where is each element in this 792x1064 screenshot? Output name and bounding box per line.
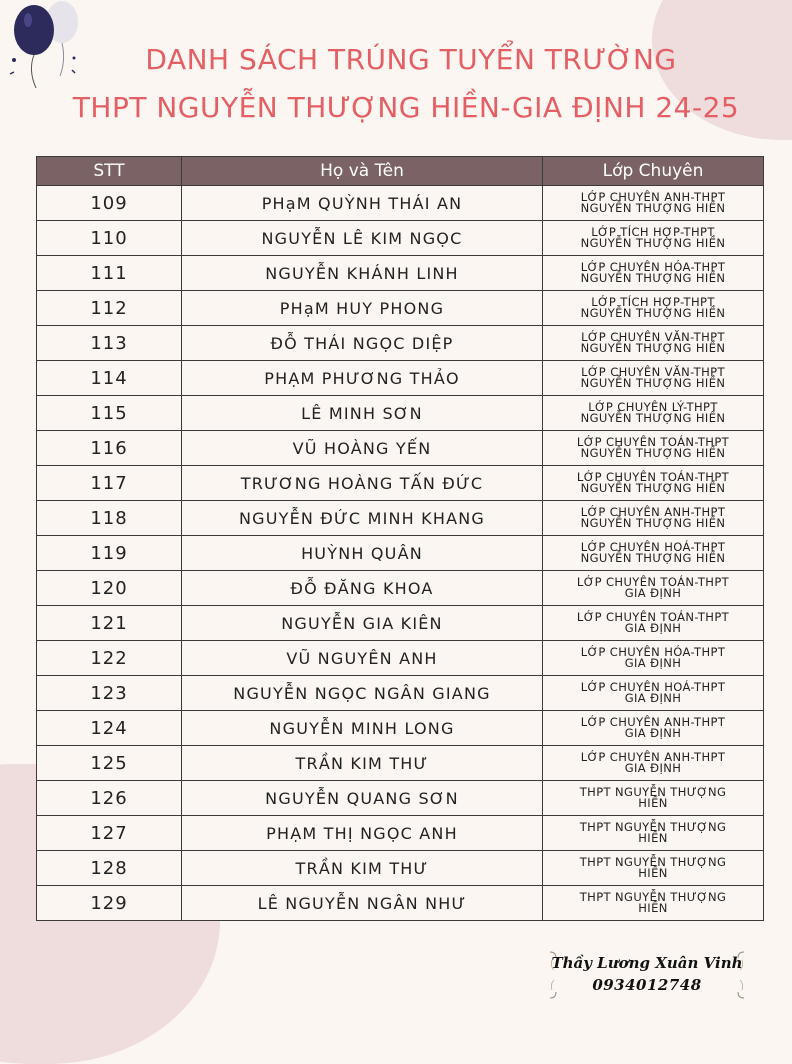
stt-cell: 120 — [37, 571, 182, 606]
stt-cell: 127 — [37, 816, 182, 851]
class-line-2: NGUYỄN THƯỢNG HIỀN — [580, 411, 726, 425]
class-line-1: LỚP CHUYÊN HOÁ-THPT — [580, 540, 726, 554]
table-row — [37, 851, 764, 886]
class-line-2: GIA ĐỊNH — [624, 761, 682, 775]
class-cell — [543, 396, 764, 431]
class-line-2: NGUYỄN THƯỢNG HIỀN — [580, 271, 726, 285]
student-name-cell: NGUYỄN ĐỨC MINH KHANG — [182, 501, 543, 536]
class-line-2: NGUYỄN THƯỢNG HIỀN — [580, 376, 726, 390]
stt-cell: 118 — [37, 501, 182, 536]
class-line-1: LỚP CHUYÊN TOÁN-THPT — [576, 610, 730, 624]
student-name-cell: NGUYỄN KHÁNH LINH — [182, 256, 543, 291]
class-cell — [543, 291, 764, 326]
class-line-1: LỚP CHUYÊN ANH-THPT — [580, 750, 726, 764]
class-cell — [543, 851, 764, 886]
class-cell — [543, 326, 764, 361]
class-cell — [543, 676, 764, 711]
class-cell — [543, 501, 764, 536]
title-line-1: DANH SÁCH TRÚNG TUYỂN TRƯỜNG — [145, 43, 677, 76]
table-row — [37, 396, 764, 431]
stt-cell: 126 — [37, 781, 182, 816]
class-line-1: THPT NGUYỄN THƯỢNG — [579, 820, 727, 834]
table-row — [37, 291, 764, 326]
class-line-1: LỚP CHUYÊN HÓA-THPT — [580, 645, 726, 659]
stt-cell: 122 — [37, 641, 182, 676]
stt-cell: 111 — [37, 256, 182, 291]
class-line-1: THPT NGUYỄN THƯỢNG — [579, 890, 727, 904]
signature-name: Thầy Lương Xuân Vinh — [551, 954, 743, 972]
student-name-cell: PHẠM PHƯƠNG THẢO — [182, 361, 543, 396]
student-name-cell: ĐỖ THÁI NGỌC DIỆP — [182, 326, 543, 361]
page-title — [0, 36, 792, 132]
class-line-2: HIỀN — [638, 901, 668, 915]
table-row — [37, 501, 764, 536]
class-cell — [543, 361, 764, 396]
class-cell — [543, 816, 764, 851]
stt-cell: 124 — [37, 711, 182, 746]
table-row — [37, 361, 764, 396]
class-line-2: NGUYỄN THƯỢNG HIỀN — [580, 236, 726, 250]
stt-cell: 117 — [37, 466, 182, 501]
table-header-row — [37, 157, 764, 186]
student-name-cell: HUỲNH QUÂN — [182, 536, 543, 571]
student-name-cell: NGUYỄN NGỌC NGÂN GIANG — [182, 676, 543, 711]
class-line-2: NGUYỄN THƯỢNG HIỀN — [580, 341, 726, 355]
signature-box — [548, 950, 746, 1000]
table-row — [37, 536, 764, 571]
student-name-cell: VŨ NGUYÊN ANH — [182, 641, 543, 676]
class-line-1: LỚP CHUYÊN TOÁN-THPT — [576, 435, 730, 449]
header-stt: STT — [37, 157, 182, 186]
student-name-cell: LÊ NGUYỄN NGÂN NHƯ — [182, 886, 543, 921]
class-line-1: LỚP TÍCH HỢP-THPT — [591, 295, 715, 309]
class-line-1: LỚP CHUYÊN VĂN-THPT — [581, 365, 725, 379]
class-line-2: NGUYỄN THƯỢNG HIỀN — [580, 551, 726, 565]
table-row — [37, 186, 764, 221]
stt-cell: 123 — [37, 676, 182, 711]
header-class: Lớp Chuyên — [543, 157, 764, 186]
stt-cell: 125 — [37, 746, 182, 781]
class-line-2: GIA ĐỊNH — [624, 621, 682, 635]
title-line-2: THPT NGUYỄN THƯỢNG HIỀN-GIA ĐỊNH 24-25 — [72, 91, 740, 124]
header-name: Họ và Tên — [182, 157, 543, 186]
student-name-cell: ĐỖ ĐĂNG KHOA — [182, 571, 543, 606]
class-cell — [543, 886, 764, 921]
table-row — [37, 676, 764, 711]
student-name-cell: TRẦN KIM THƯ — [182, 746, 543, 781]
class-cell — [543, 536, 764, 571]
student-name-cell: NGUYỄN LÊ KIM NGỌC — [182, 221, 543, 256]
class-line-2: NGUYỄN THƯỢNG HIỀN — [580, 516, 726, 530]
class-line-1: LỚP CHUYÊN VĂN-THPT — [581, 330, 725, 344]
class-cell — [543, 641, 764, 676]
table-row — [37, 326, 764, 361]
class-cell — [543, 746, 764, 781]
admission-table — [36, 156, 764, 921]
stt-cell: 116 — [37, 431, 182, 466]
class-line-2: GIA ĐỊNH — [624, 726, 682, 740]
table-row — [37, 711, 764, 746]
student-name-cell: NGUYỄN QUANG SƠN — [182, 781, 543, 816]
table-row — [37, 746, 764, 781]
class-line-2: GIA ĐỊNH — [624, 656, 682, 670]
class-line-2: NGUYỄN THƯỢNG HIỀN — [580, 481, 726, 495]
class-cell — [543, 431, 764, 466]
stt-cell: 110 — [37, 221, 182, 256]
stt-cell: 121 — [37, 606, 182, 641]
student-name-cell: NGUYỄN GIA KIÊN — [182, 606, 543, 641]
stt-cell: 115 — [37, 396, 182, 431]
table-row — [37, 816, 764, 851]
table-row — [37, 466, 764, 501]
stt-cell: 119 — [37, 536, 182, 571]
class-line-1: LỚP CHUYÊN HOÁ-THPT — [580, 680, 726, 694]
class-cell — [543, 466, 764, 501]
student-name-cell: LÊ MINH SƠN — [182, 396, 543, 431]
student-name-cell: NGUYỄN MINH LONG — [182, 711, 543, 746]
class-line-2: HIỀN — [638, 796, 668, 810]
class-line-1: THPT NGUYỄN THƯỢNG — [579, 785, 727, 799]
table-row — [37, 606, 764, 641]
student-name-cell: PHạM QUỲNH THÁI AN — [182, 186, 543, 221]
class-line-2: NGUYỄN THƯỢNG HIỀN — [580, 306, 726, 320]
stt-cell: 112 — [37, 291, 182, 326]
signature-phone: 0934012748 — [592, 976, 702, 994]
student-name-cell: PHạM HUY PHONG — [182, 291, 543, 326]
class-line-2: GIA ĐỊNH — [624, 691, 682, 705]
student-name-cell: VŨ HOÀNG YẾN — [182, 431, 543, 466]
table-row — [37, 886, 764, 921]
table-row — [37, 431, 764, 466]
table-row — [37, 781, 764, 816]
stt-cell: 129 — [37, 886, 182, 921]
class-cell — [543, 571, 764, 606]
class-cell — [543, 256, 764, 291]
class-line-1: THPT NGUYỄN THƯỢNG — [579, 855, 727, 869]
class-line-2: NGUYỄN THƯỢNG HIỀN — [580, 201, 726, 215]
class-line-1: LỚP CHUYÊN LÝ-THPT — [588, 400, 718, 414]
table-row — [37, 256, 764, 291]
class-line-1: LỚP TÍCH HỢP-THPT — [591, 225, 715, 239]
stt-cell: 128 — [37, 851, 182, 886]
class-cell — [543, 781, 764, 816]
student-name-cell: PHẠM THỊ NGỌC ANH — [182, 816, 543, 851]
class-line-2: GIA ĐỊNH — [624, 586, 682, 600]
class-line-1: LỚP CHUYÊN TOÁN-THPT — [576, 575, 730, 589]
stt-cell: 113 — [37, 326, 182, 361]
class-line-1: LỚP CHUYÊN ANH-THPT — [580, 715, 726, 729]
table-row — [37, 571, 764, 606]
class-cell — [543, 221, 764, 256]
class-line-2: HIỀN — [638, 866, 668, 880]
student-name-cell: TRẦN KIM THƯ — [182, 851, 543, 886]
table-row — [37, 641, 764, 676]
class-line-1: LỚP CHUYÊN TOÁN-THPT — [576, 470, 730, 484]
class-line-2: HIỀN — [638, 831, 668, 845]
stt-cell: 109 — [37, 186, 182, 221]
class-line-1: LỚP CHUYÊN HÓA-THPT — [580, 260, 726, 274]
class-cell — [543, 711, 764, 746]
class-line-2: NGUYỄN THƯỢNG HIỀN — [580, 446, 726, 460]
class-cell — [543, 606, 764, 641]
student-name-cell: TRƯƠNG HOÀNG TẤN ĐỨC — [182, 466, 543, 501]
table-row — [37, 221, 764, 256]
class-line-1: LỚP CHUYÊN ANH-THPT — [580, 505, 726, 519]
stt-cell: 114 — [37, 361, 182, 396]
class-line-1: LỚP CHUYÊN ANH-THPT — [580, 190, 726, 204]
class-cell — [543, 186, 764, 221]
